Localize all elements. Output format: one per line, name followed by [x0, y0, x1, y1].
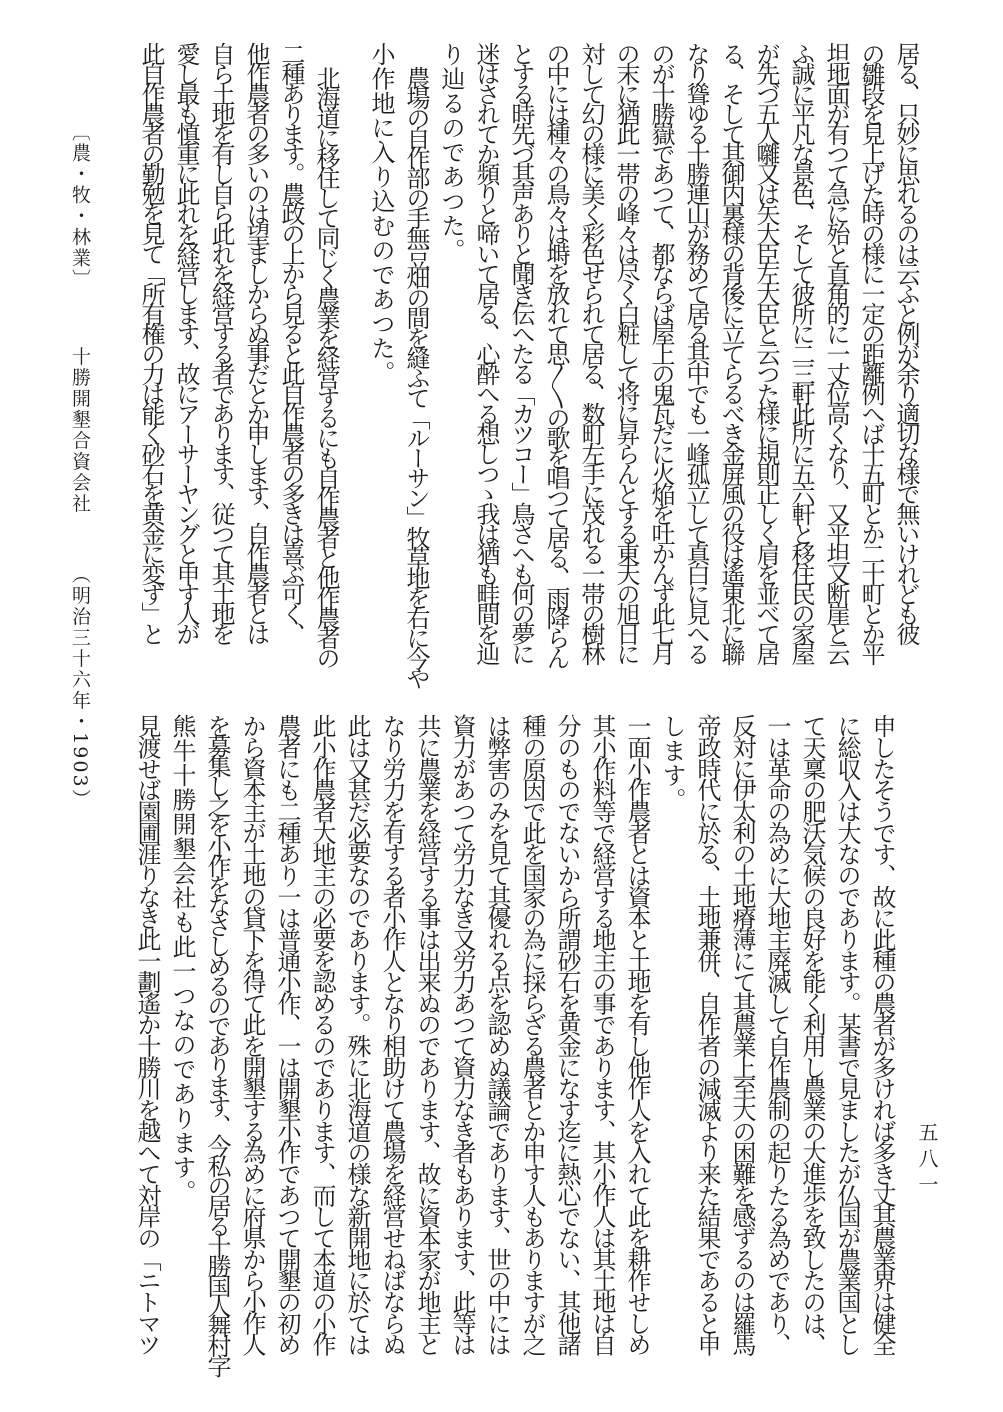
text-column: 此自作農者の勤勉を見て「所有権の力は能く砂石を黄金に変ず」と	[137, 42, 165, 642]
text-column: 小作地に入り込むのであつた。	[367, 42, 395, 385]
header-date: （明治三十六年・1903）	[69, 564, 91, 810]
text-column: 見渡せば園圃涯りなき此一劃遙か十勝川を越へて対岸の「ニトマツ	[133, 714, 161, 1354]
text-column: 反対に伊太利の土地瘠薄にて其農業上至大の困難を感ずるのは羅馬	[728, 714, 756, 1354]
text-column: 分のものでないから所謂砂石を黄金になす迄に熱心でない、其他諸	[553, 714, 581, 1354]
text-column: 申したそうです、故に此種の農者が多ければ多き丈其農業界は健全	[868, 714, 896, 1354]
text-column: 此小作農者大地主の必要を認めるのであります、而して本道の小作	[308, 714, 336, 1354]
text-column: 二種あります。農政の上から見ると此自作農者の多きは喜ぶ可く、	[277, 42, 305, 642]
text-column: 此は又甚だ必要なのであります。殊に北海道の様な新開地に於ては	[343, 714, 371, 1354]
text-column: の雛段を見上げた時の様に一定の距離例へば十五町とか二十町とか平	[857, 42, 885, 662]
text-column: 他作農者の多いのは望ましからぬ事だとか申します、自作農者とは	[242, 42, 270, 642]
text-column: 農者にも二種あり一は普通小作、一は開墾小作であつて開墾の初め	[273, 714, 301, 1354]
text-column: なり聳ゆる十勝連山が務めて居る其中でも一峰孤立して真白に見へる	[682, 42, 710, 662]
text-column: 熊牛十勝開墾会社も此一つなのであります。	[168, 714, 196, 1204]
text-column: て天稟の肥沃気候の良好を能く利用し農業の大進歩を致したのは、	[798, 714, 826, 1354]
text-column: とする時先づ其声ありと聞き伝へたる「カツコー」鳥さへも何の夢に	[507, 42, 535, 662]
page-number: 五八一	[915, 1122, 939, 1200]
text-column: 迷はされてか頻りと啼いて居る、心酔へる想しつゝ我は猶も畦間を辿	[472, 42, 500, 662]
text-column: 農場の自作部の手無豆畑の間を縫ふて「ルーサン」牧草地を右に今や	[402, 66, 430, 686]
text-column: る、そして其御内裏様の背後に立てらるべき金屏風の役は遙東北に聯	[717, 42, 745, 662]
text-column: 一は革命の為めに大地主廃滅して自作農制の起りたる為めであり、	[763, 714, 791, 1354]
text-column: のが十勝嶽であつて、都ならば屋上の鬼瓦だに火焔を吐かんず此七月	[647, 42, 675, 662]
text-column: 自ら土地を有し自ら此れを経営する者であります、従つて其土地を	[207, 42, 235, 642]
text-column: 其小作料等で経営する地主の事であります、其小作人は其土地は自	[588, 714, 616, 1354]
text-column: ふ誠に平凡な景色、そして彼所に二三軒此所に五六軒と移住民の家屋	[787, 42, 815, 662]
text-column: 種の原因で此を国家の為に採らざる農者とか申す人もありますが之	[518, 714, 546, 1354]
header-category: 〔農・牧・林業〕	[69, 122, 91, 290]
text-column: 北海道に移住して同じく農業を経営するにも自作農者と他作農者の	[312, 66, 340, 666]
text-column: 一面小作農者とは資本と土地を有し他作人を入れて此を耕作せしめ	[623, 714, 651, 1354]
text-column: に総収入は大なのであります。某書で見ましたが仏国が農業国とし	[833, 714, 861, 1354]
text-column: 愛し最も慎重に此れを経営します、故にアーサーヤングと申す人が	[172, 42, 200, 642]
text-column: します。	[658, 714, 686, 812]
text-column: の末に猶此一帯の峰々は尽く白粧して将に昇らんとする東天の旭日に	[612, 42, 640, 662]
text-column: 帝政時代に於る、土地兼併、自作者の減滅より来た結果であると申	[693, 714, 721, 1354]
text-column: の中には種々の鳥々は塒を放れて思〳〵の歌を唱つて居る、雨降らん	[542, 42, 570, 666]
text-column: が先づ五人囃又は矢大臣左大臣と云つた様に規則正しく肩を並べて居	[752, 42, 780, 662]
text-column: 共に農業を経営する事は出来ぬのであります、故に資本家が地主と	[413, 714, 441, 1354]
text-column: から資本主が土地の貸下を得て此を開墾する為めに府県から小作人	[238, 714, 266, 1354]
text-column: 資力があつて労力なき又労力あつて資力なき者もあります、此等は	[448, 714, 476, 1354]
text-column: 居る、只妙に思れるのは云ふと例が余り適切な様で無いけれども彼	[892, 42, 920, 642]
text-column: 対して幻の様に美く彩色せられて居る、数町左手に茂れる一帯の樹林	[577, 42, 605, 662]
text-column: を募集し之を小作をなさしめるのであります、今私の居る十勝国人舞村字	[203, 714, 231, 1374]
text-column: は弊害のみを見て其優れる点を認めぬ議論であります、世の中には	[483, 714, 511, 1354]
section-header	[70, 122, 89, 810]
text-column: 坦地面が有つて急に殆と直角的に一丈位高くなり、又平坦又断崖と云	[822, 42, 850, 662]
text-column: なり労力を有する者小作人となり相助けて農場を経営せねばならぬ	[378, 714, 406, 1354]
text-column: り辿るのであつた。	[437, 42, 465, 263]
header-source: 十勝開墾合資会社	[69, 346, 91, 515]
